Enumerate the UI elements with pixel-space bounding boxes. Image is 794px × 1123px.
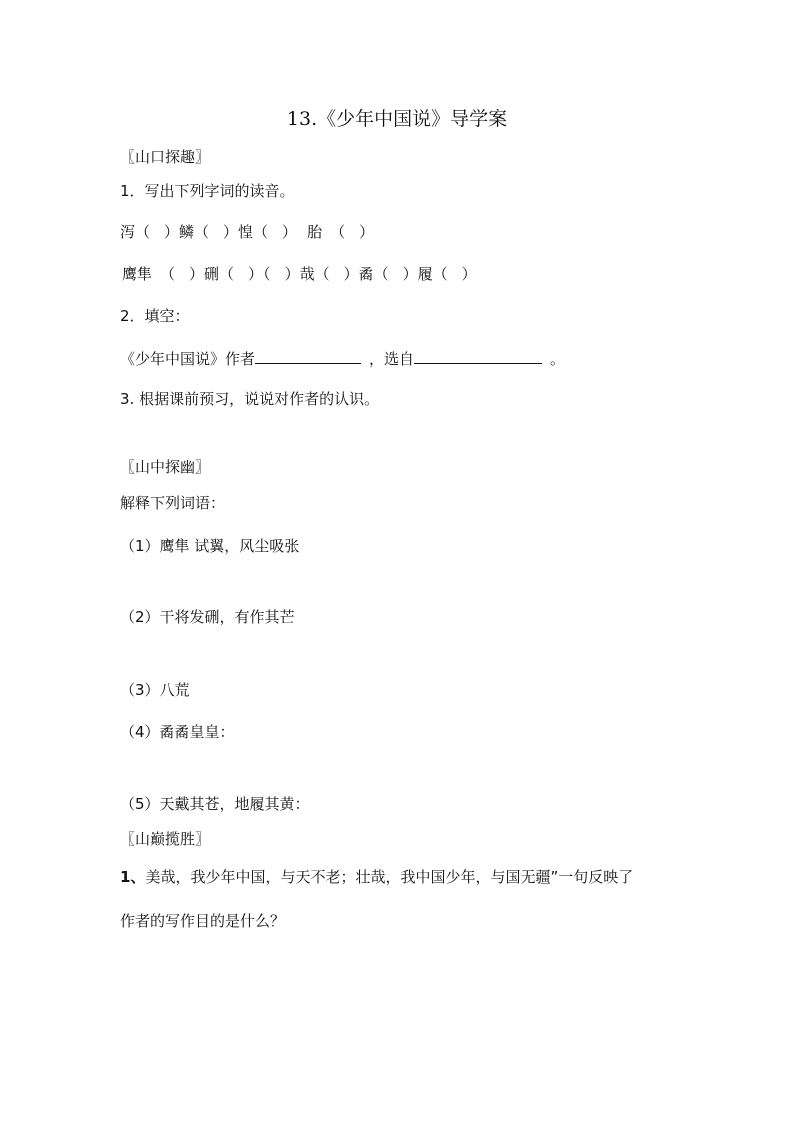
- vocab-item-2: （2）干将发硎，有作其芒: [120, 608, 295, 626]
- section-heading-1: 〖山口探趣〗: [120, 148, 211, 166]
- vocab-item-3: （3）八荒: [120, 681, 190, 699]
- pinyin-row-1: [120, 222, 374, 242]
- author-blank[interactable]: [255, 349, 361, 364]
- pinyin-item: ）哉（: [284, 265, 330, 283]
- section-heading-3: 〖山巅揽胜〗: [120, 830, 211, 848]
- pinyin-item: 鹰隼: [122, 265, 153, 283]
- essay-question-line-2: 作者的写作目的是什么？: [120, 912, 286, 930]
- pinyin-item: ）: [359, 223, 375, 241]
- question-3: 3. 根据课前预习，说说对作者的认识。: [120, 390, 380, 408]
- essay-question-line-1: [120, 867, 633, 887]
- pinyin-item: 胎: [307, 223, 323, 241]
- pinyin-row-2: [122, 264, 477, 284]
- vocab-item-5: （5）天戴其苍，地履其黄：: [120, 795, 310, 813]
- source-blank[interactable]: [414, 349, 542, 364]
- fill-mid: ，选自: [369, 350, 415, 368]
- instruction: 解释下列词语：: [120, 494, 226, 512]
- pinyin-item: ）硎（: [189, 265, 235, 283]
- vocab-item-4: （4）矞矞皇皇：: [120, 723, 235, 741]
- fill-in-line: [120, 349, 565, 369]
- fill-prefix: 《少年中国说》作者: [120, 350, 256, 368]
- page-title: 13.《少年中国说》导学案: [286, 108, 508, 130]
- question-1: 1．写出下列字词的读音。: [120, 182, 295, 200]
- pinyin-item: ）履（: [402, 265, 448, 283]
- question-2: 2．填空：: [120, 307, 190, 325]
- pinyin-item: ）: [461, 265, 477, 283]
- pinyin-item: ）（: [248, 265, 271, 283]
- question-number: 1、: [120, 868, 146, 886]
- pinyin-item: ）惶（: [223, 223, 269, 241]
- pinyin-item: （: [160, 265, 176, 283]
- question-text: 美哉，我少年中国，与天不老；壮哉，我中国少年，与国无疆”一句反映了: [145, 868, 634, 886]
- vocab-item-1: （1）鹰隼 试翼，风尘吸张: [120, 537, 300, 555]
- pinyin-item: ）矞（: [343, 265, 389, 283]
- pinyin-item: ）: [282, 223, 298, 241]
- section-heading-2: 〖山中探幽〗: [120, 458, 211, 476]
- pinyin-item: ）鳞（: [164, 223, 210, 241]
- pinyin-item: （: [330, 223, 346, 241]
- pinyin-item: 泻（: [120, 223, 151, 241]
- fill-end: 。: [550, 350, 566, 368]
